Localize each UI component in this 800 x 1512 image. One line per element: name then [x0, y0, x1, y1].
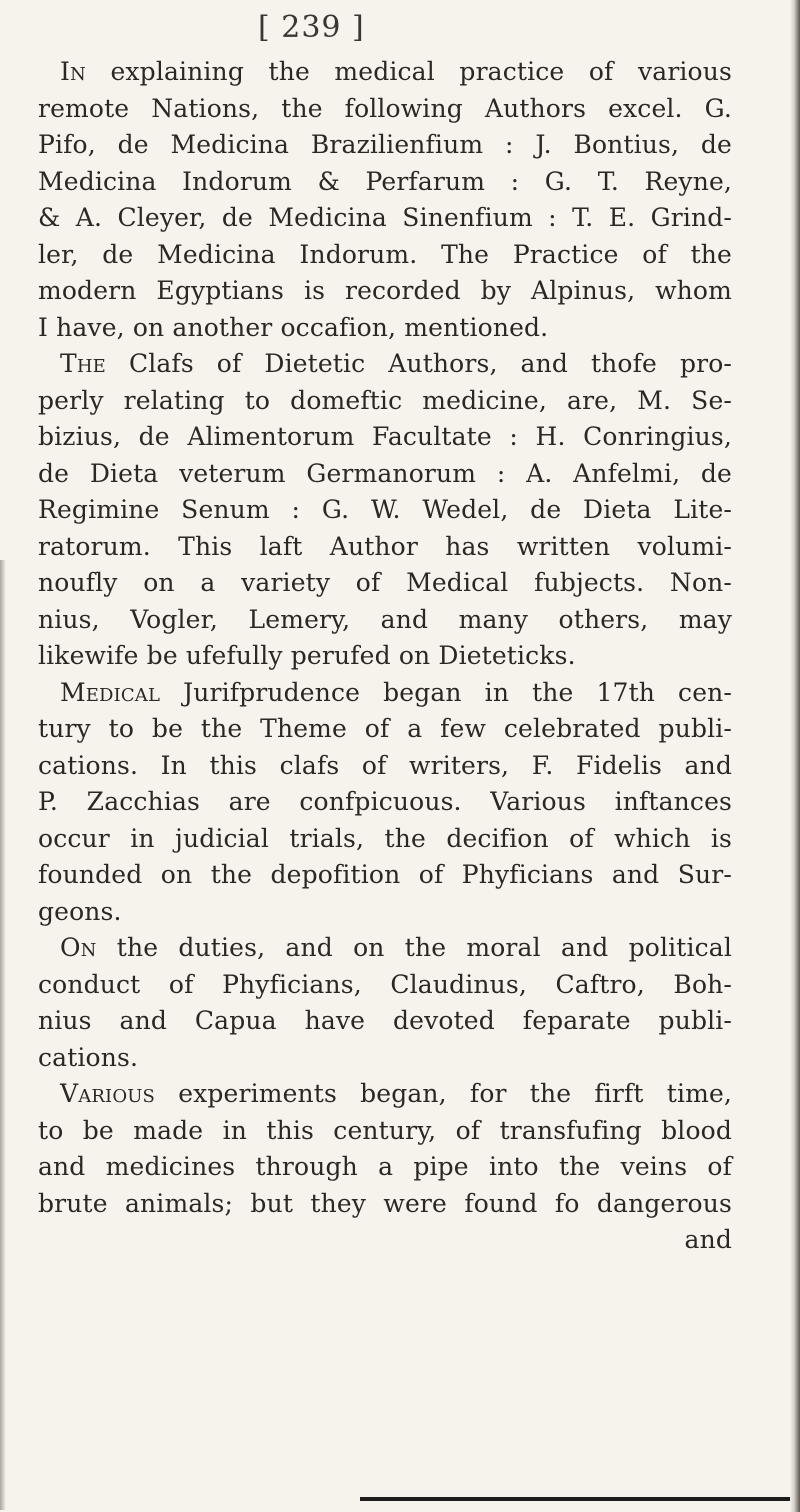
text-line: bizius, de Alimentorum Facultate : H. Conringius,: [38, 422, 732, 451]
text-line: founded on the depofition of Phyficians and Sur-: [38, 860, 732, 889]
text-line: noufly on a variety of Medical fubjects. Non-: [38, 568, 732, 597]
text-line: ratorum. This laft Author has written volumi-: [38, 531, 732, 561]
bottom-rule: [360, 1497, 790, 1501]
text-line: tury to be the Theme of a few celebrated publi-: [38, 714, 732, 743]
text-line: remote Nations, the following Authors excel. G.: [38, 93, 732, 123]
lead-word: Medical: [60, 677, 161, 707]
text-line: and medicines through a pipe into the veins of: [38, 1152, 732, 1181]
lead-word: In: [60, 57, 86, 86]
text-line: nius and Capua have devoted feparate publi-: [38, 1006, 732, 1035]
lead-word: On: [60, 933, 97, 962]
text-line: Medicina Indorum & Perfarum : G. T. Reyne,: [38, 166, 732, 196]
lead-word: Various: [60, 1079, 156, 1108]
catchword: and: [684, 1225, 732, 1254]
text-line: geons.: [38, 896, 122, 926]
text-line: Various experiments began, for the firft time,: [60, 1079, 732, 1108]
text-line: conduct of Phyficians, Claudinus, Caftro, Boh-: [38, 969, 732, 999]
text-line: modern Egyptians is recorded by Alpinus, whom: [38, 276, 732, 305]
text-line: In explaining the medical practice of various: [60, 57, 732, 86]
text-line: cations. In this clafs of writers, F. Fidelis and: [38, 750, 732, 780]
binding-shadow: [0, 560, 6, 1510]
text-line: nius, Vogler, Lemery, and many others, may: [38, 604, 732, 634]
page-number: [ 239 ]: [258, 10, 365, 45]
text-line: On the duties, and on the moral and political: [60, 933, 732, 962]
page-edge-shadow: [790, 0, 800, 1512]
text-line: P. Zacchias are confpicuous. Various inftances: [38, 787, 732, 816]
text-line: ler, de Medicina Indorum. The Practice of the: [38, 239, 732, 269]
text-line: The Clafs of Dietetic Authors, and thofe pro-: [60, 349, 732, 378]
text-line: to be made in this century, of transfufing blood: [38, 1115, 732, 1145]
text-line: Pifo, de Medicina Brazilienfium : J. Bontius, de: [38, 130, 732, 159]
text-line: occur in judicial trials, the decifion of which is: [38, 823, 732, 853]
text-line: Regimine Senum : G. W. Wedel, de Dieta Lite-: [38, 495, 732, 524]
text-line: cations.: [38, 1042, 139, 1072]
text-line: likewife be ufefully perufed on Dieteticks.: [38, 641, 576, 670]
text-line: de Dieta veterum Germanorum : A. Anfelmi, de: [38, 458, 732, 488]
text-line: perly relating to domeftic medicine, are, M. Se-: [38, 385, 732, 415]
text-line: & A. Cleyer, de Medicina Sinenfium : T. E. Grind-: [38, 203, 732, 232]
body-text: [38, 54, 732, 1259]
lead-word: The: [60, 349, 106, 378]
text-line: brute animals; but they were found fo dangerous: [38, 1188, 732, 1218]
text-line: Medical Jurifprudence began in the 17th cen-: [60, 677, 732, 707]
text-line: I have, on another occafion, mentioned.: [38, 312, 549, 342]
